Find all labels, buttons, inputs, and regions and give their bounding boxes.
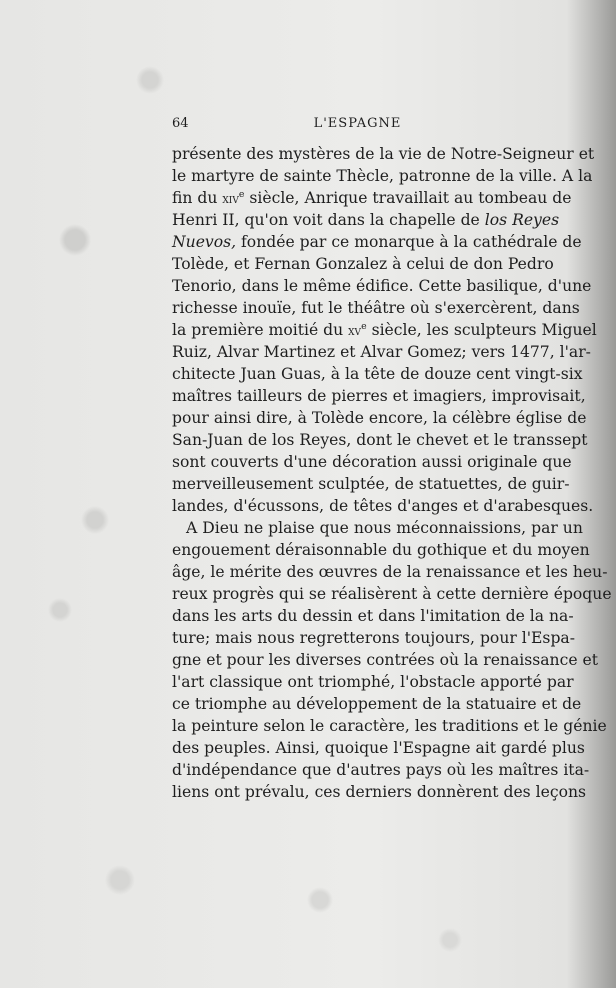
- text-line: [172, 253, 554, 275]
- text-segment: e: [361, 320, 367, 332]
- text-line: [172, 539, 590, 561]
- text-segment: merveilleusement sculptée, de statuettes, de guir-: [172, 475, 570, 493]
- text-line: [172, 319, 597, 341]
- text-line: [172, 165, 593, 187]
- text-segment: Tenorio, dans le même édifice. Cette basilique, d'une: [172, 277, 592, 295]
- text-segment: chitecte Juan Guas, à la tête de douze cent vingt-six: [172, 365, 583, 383]
- text-segment: pour ainsi dire, à Tolède encore, la célèbre église de: [172, 409, 587, 427]
- text-line: [172, 275, 592, 297]
- text-segment: fondée par ce monarque à la cathédrale de: [236, 233, 582, 251]
- text-segment: présente des mystères de la vie de Notre-Seigneur et: [172, 145, 595, 163]
- text-line: [172, 385, 586, 407]
- text-segment: A Dieu ne plaise que nous méconnaissions, par un: [186, 519, 583, 537]
- text-segment: San-Juan de los Reyes, dont le chevet et le transsept: [172, 431, 588, 449]
- page-number: 64: [172, 116, 189, 131]
- text-segment: l'art classique ont triomphé, l'obstacle apporté par: [172, 673, 574, 691]
- text-line: [172, 715, 607, 737]
- text-segment: d'indépendance que d'autres pays où les maîtres ita-: [172, 761, 590, 779]
- text-line: [172, 517, 583, 539]
- text-line: [172, 451, 572, 473]
- text-line: [172, 231, 582, 253]
- text-line: [172, 297, 580, 319]
- text-line: [172, 671, 574, 693]
- text-segment: des peuples. Ainsi, quoique l'Espagne ait gardé plus: [172, 739, 585, 757]
- text-segment: âge, le mérite des œuvres de la renaissance et les heu-: [172, 563, 608, 581]
- text-segment: fin du: [172, 189, 223, 207]
- text-line: [172, 187, 572, 209]
- text-segment: le martyre de sainte Thècle, patronne de la ville. A la: [172, 167, 593, 185]
- running-header: [172, 116, 543, 136]
- text-segment: Ruiz, Alvar Martinez et Alvar Gomez; vers 1477, l'ar-: [172, 343, 591, 361]
- text-segment: liens ont prévalu, ces derniers donnèrent des leçons: [172, 783, 587, 801]
- text-segment: siècle, les sculpteurs Miguel: [366, 321, 597, 339]
- text-segment: xiv: [222, 191, 239, 206]
- text-segment: siècle, Anrique travaillait au tombeau de: [244, 189, 572, 207]
- text-line: [172, 737, 585, 759]
- text-line: [172, 143, 595, 165]
- text-segment: Nuevos,: [172, 233, 237, 251]
- text-segment: la première moitié du: [172, 321, 349, 339]
- text-line: [172, 583, 612, 605]
- text-segment: ture; mais nous regretterons toujours, pour l'Espa-: [172, 629, 575, 647]
- text-line: [172, 341, 591, 363]
- text-line: [172, 693, 582, 715]
- text-line: [172, 759, 590, 781]
- text-line: [172, 407, 587, 429]
- text-segment: sont couverts d'une décoration aussi originale que: [172, 453, 572, 471]
- body-text: [172, 143, 612, 803]
- text-line: [172, 363, 583, 385]
- text-line: [172, 627, 575, 649]
- text-line: [172, 209, 560, 231]
- text-segment: dans les arts du dessin et dans l'imitation de la na-: [172, 607, 574, 625]
- text-line: [172, 561, 608, 583]
- text-line: [172, 781, 587, 803]
- running-title: L'ESPAGNE: [313, 116, 402, 131]
- text-line: [172, 429, 588, 451]
- text-segment: gne et pour les diverses contrées où la renaissance et: [172, 651, 599, 669]
- text-segment: ce triomphe au développement de la statuaire et de: [172, 695, 582, 713]
- text-segment: landes, d'écussons, de têtes d'anges et d'arabesques.: [172, 497, 594, 515]
- text-segment: maîtres tailleurs de pierres et imagiers, improvisait,: [172, 387, 586, 405]
- text-line: [172, 473, 570, 495]
- text-segment: Tolède, et Fernan Gonzalez à celui de don Pedro: [172, 255, 554, 273]
- text-segment: richesse inouïe, fut le théâtre où s'exercèrent, dans: [172, 299, 580, 317]
- text-segment: los Reyes: [484, 211, 560, 229]
- text-line: [172, 605, 574, 627]
- text-segment: xv: [348, 323, 362, 338]
- text-segment: e: [238, 188, 245, 200]
- text-line: [172, 495, 594, 517]
- text-line: [172, 649, 599, 671]
- text-segment: reux progrès qui se réalisèrent à cette dernière époque: [172, 585, 612, 603]
- text-segment: Henri II, qu'on voit dans la chapelle de: [172, 211, 485, 229]
- text-segment: engouement déraisonnable du gothique et du moyen: [172, 541, 590, 559]
- text-segment: la peinture selon le caractère, les traditions et le génie: [172, 717, 607, 735]
